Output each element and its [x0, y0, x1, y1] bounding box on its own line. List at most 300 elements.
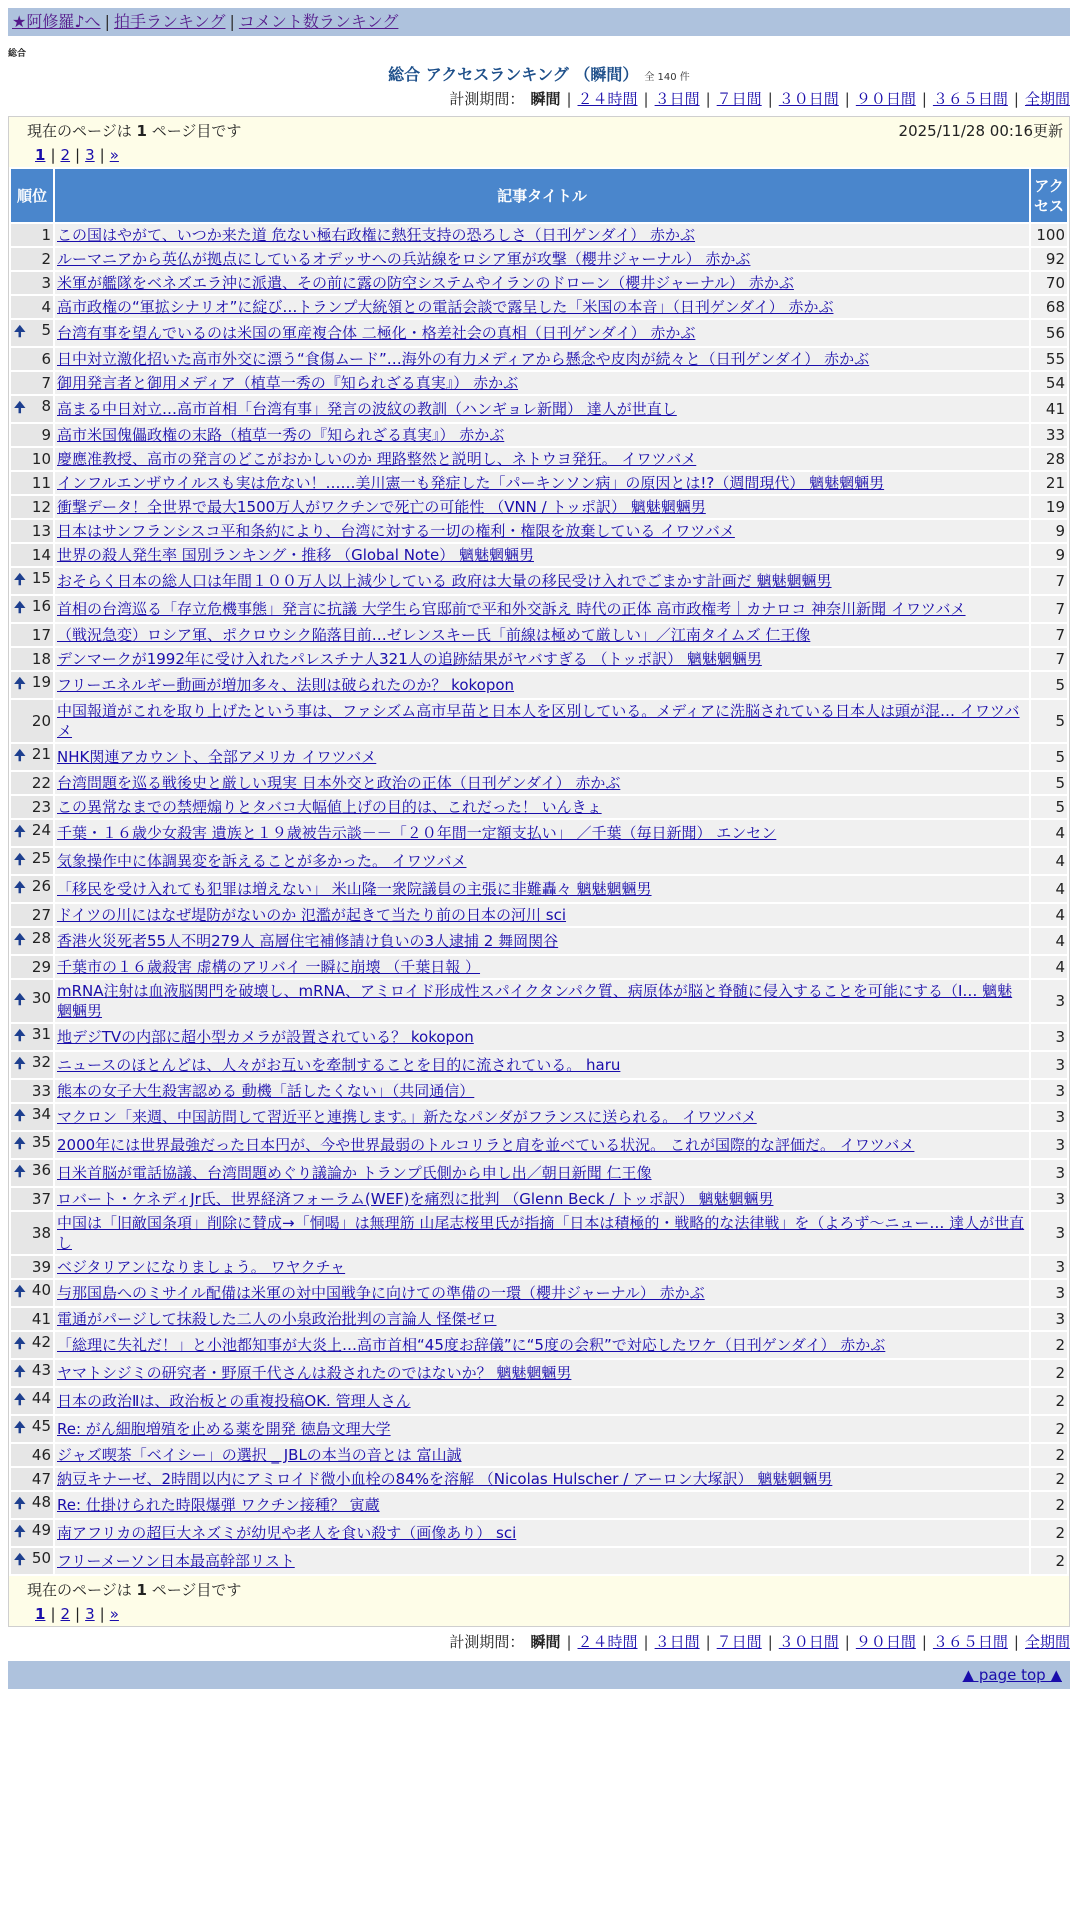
up-arrow-icon: 🠉 [14, 1284, 26, 1300]
article-link[interactable]: 慶應准教授、高市の発言のどこがおかしいのか 理路整然と説明し、ネトウヨ発狂。 イワツバメ [57, 450, 697, 468]
header-title: 記事タイトル [55, 169, 1029, 222]
rank-number: 1 [41, 226, 51, 244]
rank-number: 17 [31, 626, 51, 644]
count-cell: 54 [1031, 372, 1067, 394]
rank-cell [11, 700, 53, 742]
page-link[interactable]: 1 [35, 146, 46, 164]
rank-cell [11, 448, 53, 470]
article-link[interactable]: 「総理に失礼だ！」と小池都知事が大炎上…高市首相“45度お辞儀”に“5度の会釈”で対応したワケ（日刊ゲンダイ） 赤かぶ [57, 1336, 886, 1354]
table-row [11, 772, 1067, 794]
count-cell: 100 [1031, 224, 1067, 246]
rank-number: 14 [31, 546, 51, 564]
table-row [11, 648, 1067, 670]
article-link[interactable]: 高市米国傀儡政権の末路（植草一秀の『知られざる真実』） 赤かぶ [57, 426, 505, 444]
rank-number: 47 [31, 1470, 51, 1488]
period-link[interactable]: ３日間 [654, 90, 700, 108]
title-cell [55, 796, 1029, 818]
rank-cell [11, 1332, 53, 1358]
period-link[interactable]: ７日間 [716, 1633, 762, 1651]
rank-number: 3 [41, 274, 51, 292]
count-cell: 3 [1031, 980, 1067, 1022]
count-cell: 2 [1031, 1416, 1067, 1442]
title-cell [55, 272, 1029, 294]
table-row [11, 348, 1067, 370]
count-cell: 4 [1031, 876, 1067, 902]
title-cell [55, 672, 1029, 698]
table-row [11, 296, 1067, 318]
up-arrow-icon: 🠉 [14, 852, 26, 868]
article-link[interactable]: マクロン「来週、中国訪問して習近平と連携します。」新たなパンダがフランスに送られる。 イワツバメ [57, 1108, 757, 1126]
rank-cell [11, 296, 53, 318]
rank-cell [11, 1492, 53, 1518]
title-cell [55, 1188, 1029, 1210]
rank-cell [11, 928, 53, 954]
rank-cell [11, 1548, 53, 1574]
article-link[interactable]: 衝撃データ！全世界で最大1500万人がワクチンで死亡の可能性 （VNN / トッポ訳） 魑魅魍魎男 [57, 498, 706, 516]
rank-number: 25 [31, 849, 51, 867]
page-separator: | [75, 1605, 81, 1623]
rank-cell [11, 520, 53, 542]
title-cell [55, 1332, 1029, 1358]
count-cell: 7 [1031, 596, 1067, 622]
count-cell: 4 [1031, 928, 1067, 954]
rank-cell [11, 744, 53, 770]
rank-number: 39 [31, 1258, 51, 1276]
title-cell [55, 624, 1029, 646]
page-link[interactable]: 2 [60, 1605, 71, 1623]
page-link[interactable]: 2 [60, 146, 71, 164]
article-link[interactable]: 御用発言者と御用メディア（植草一秀の『知られざる真実』） 赤かぶ [57, 374, 519, 392]
rank-number: 32 [31, 1053, 51, 1071]
table-row [11, 520, 1067, 542]
period-link[interactable]: ２４時間 [577, 1633, 638, 1651]
rank-cell [11, 372, 53, 394]
article-link[interactable]: 高市政権の“軍拡シナリオ”に綻び…トランプ大統領との電話会談で露呈した「米国の本音」（日刊ゲンダイ） 赤かぶ [57, 298, 834, 316]
period-separator: | [643, 90, 649, 108]
count-cell: 7 [1031, 568, 1067, 594]
article-link[interactable]: 日米首脳が電話協議、台湾問題めぐり議論か トランプ氏側から申し出／朝日新聞 仁王像 [57, 1164, 652, 1182]
rank-cell [11, 1280, 53, 1306]
count-cell: 3 [1031, 1052, 1067, 1078]
up-arrow-icon: 🠉 [14, 400, 26, 416]
article-link[interactable]: 「移民を受け入れても犯罪は増えない」 米山隆一衆院議員の主張に非難轟々 魑魅魍魎男 [57, 880, 652, 898]
rank-number: 10 [31, 450, 51, 468]
count-cell: 2 [1031, 1468, 1067, 1490]
up-arrow-icon: 🠉 [14, 1056, 26, 1072]
article-link[interactable]: Re: がん細胞増殖を止める薬を開発 徳島文理大学 [57, 1420, 391, 1438]
table-row [11, 224, 1067, 246]
article-link[interactable]: 地デジTVの内部に超小型カメラが設置されている？ kokopon [57, 1028, 474, 1046]
rank-number: 23 [31, 798, 51, 816]
table-row [11, 1052, 1067, 1078]
count-cell: 2 [1031, 1332, 1067, 1358]
article-link[interactable]: 熊本の女子大生殺害認める 動機「話したくない」（共同通信） [57, 1082, 475, 1100]
footer-bar [8, 1661, 1070, 1689]
article-link[interactable]: フリーメーソン日本最高幹部リスト [57, 1552, 295, 1570]
total-count: 全 140 件 [644, 72, 690, 83]
rank-cell [11, 1160, 53, 1186]
table-row [11, 496, 1067, 518]
table-row [11, 820, 1067, 846]
page-links [27, 1602, 1063, 1626]
rank-cell [11, 796, 53, 818]
rank-cell [11, 1024, 53, 1050]
article-link[interactable]: ロバート・ケネディJr氏、世界経済フォーラム(WEF)を痛烈に批判 （Glenn Beck / トッポ訳） 魑魅魍魎男 [57, 1190, 774, 1208]
rank-cell [11, 272, 53, 294]
count-cell: 2 [1031, 1444, 1067, 1466]
table-row [11, 1280, 1067, 1306]
home-link[interactable]: ★阿修羅♪へ [12, 12, 101, 31]
title-cell [55, 1160, 1029, 1186]
article-link[interactable]: ルーマニアから英仏が拠点にしているオデッサへの兵站線をロシア軍が攻撃（櫻井ジャーナル） 赤かぶ [57, 250, 751, 268]
article-link[interactable]: 納豆キナーゼ、2時間以内にアミロイド微小血栓の84%を溶解 （Nicolas Hulscher / アーロン大塚訳） 魑魅魍魎男 [57, 1470, 833, 1488]
article-link[interactable]: 香港火災死者55人不明279人 高層住宅補修請け負いの3人逮捕 2 舞岡関谷 [57, 932, 559, 950]
table-row [11, 1256, 1067, 1278]
rank-number: 33 [31, 1082, 51, 1100]
count-cell: 19 [1031, 496, 1067, 518]
table-row [11, 876, 1067, 902]
rank-number: 26 [31, 877, 51, 895]
table-row [11, 372, 1067, 394]
table-row [11, 904, 1067, 926]
table-row [11, 424, 1067, 446]
up-arrow-icon: 🠉 [14, 1420, 26, 1436]
next-page-link[interactable]: » [109, 146, 119, 164]
article-link[interactable]: 中国は「旧敵国条項」削除に賛成→「恫喝」は無理筋 山尾志桜里氏が指摘「日本は積極的・戦略的な法律戦」を（よろず～ニュー… 達人が世直し [57, 1214, 1025, 1252]
article-link[interactable]: ベジタリアンになりましょう。 ワヤクチャ [57, 1258, 346, 1276]
article-link[interactable]: インフルエンザウイルスも実は危ない！……美川憲一も発症した「パーキンソン病」の原因とは!?（週間現代） 魑魅魍魎男 [57, 474, 885, 492]
article-link[interactable]: NHK関連アカウント、全部アメリカ イワツバメ [57, 748, 377, 766]
count-cell: 9 [1031, 520, 1067, 542]
title-cell [55, 1052, 1029, 1078]
title-cell [55, 520, 1029, 542]
pager-top [9, 117, 1069, 167]
page-title [0, 64, 1078, 86]
article-link[interactable]: 首相の台湾巡る「存立危機事態」発言に抗議 大学生ら官邸前で平和外交訴え 時代の正体 高市政権考｜カナロコ 神奈川新聞 イワツバメ [57, 600, 966, 618]
rank-cell [11, 904, 53, 926]
period-separator: | [921, 90, 927, 108]
page-separator: | [75, 146, 81, 164]
table-row [11, 928, 1067, 954]
page-link[interactable]: 3 [85, 146, 95, 164]
rank-number: 7 [41, 374, 51, 392]
period-separator: | [921, 1633, 927, 1651]
table-row [11, 956, 1067, 978]
title-cell [55, 1280, 1029, 1306]
table-row [11, 1548, 1067, 1574]
period-link[interactable]: 全期間 [1024, 1633, 1070, 1651]
table-row [11, 1444, 1067, 1466]
rank-number: 12 [31, 498, 51, 516]
count-cell: 5 [1031, 700, 1067, 742]
rank-cell [11, 980, 53, 1022]
article-link[interactable]: 千葉・１６歳少女殺害 遺族と１９歳被告示談－－「２０年間一定額支払い」 ／千葉（毎日新聞） エンセン [57, 824, 777, 842]
period-label: 計測期間： [449, 1633, 525, 1651]
rank-cell [11, 248, 53, 270]
table-row [11, 1024, 1067, 1050]
table-row [11, 1388, 1067, 1414]
rank-cell [11, 820, 53, 846]
period-link[interactable]: ７日間 [716, 90, 762, 108]
table-row [11, 672, 1067, 698]
article-link[interactable]: ニュースのほとんどは、人々がお互いを牽制することを目的に流されている。 haru [57, 1056, 621, 1074]
table-row [11, 596, 1067, 622]
period-separator: | [566, 1633, 572, 1651]
rank-number: 43 [31, 1361, 51, 1379]
title-cell [55, 424, 1029, 446]
rank-number: 15 [31, 569, 51, 587]
rank-number: 34 [31, 1105, 51, 1123]
page-links [27, 143, 1063, 167]
count-cell: 3 [1031, 1256, 1067, 1278]
rank-cell [11, 224, 53, 246]
title-cell [55, 1308, 1029, 1330]
rank-number: 18 [31, 650, 51, 668]
period-link[interactable]: ３日間 [654, 1633, 700, 1651]
rank-cell [11, 320, 53, 346]
rank-number: 35 [31, 1133, 51, 1151]
page-top-link[interactable]: ▲ page top ▲ [962, 1666, 1062, 1684]
count-cell: 3 [1031, 1024, 1067, 1050]
up-arrow-icon: 🠉 [14, 676, 26, 692]
rank-number: 48 [31, 1493, 51, 1511]
article-link[interactable]: 2000年には世界最強だった日本円が、今や世界最弱のトルコリラと肩を並べている状況。 これが国際的な評価だ。 イワツバメ [57, 1136, 915, 1154]
table-row [11, 248, 1067, 270]
rank-number: 28 [31, 929, 51, 947]
article-link[interactable]: 台湾有事を望んでいるのは米国の軍産複合体 二極化・格差社会の真相（日刊ゲンダイ） 赤かぶ [57, 324, 696, 342]
clap-ranking-link[interactable]: 拍手ランキング [113, 12, 226, 31]
table-row [11, 1104, 1067, 1130]
title-cell [55, 496, 1029, 518]
period-separator: | [844, 1633, 850, 1651]
up-arrow-icon: 🠉 [14, 932, 26, 948]
rank-number: 29 [31, 958, 51, 976]
rank-cell [11, 624, 53, 646]
page-link[interactable]: 3 [85, 1605, 95, 1623]
title-cell [55, 372, 1029, 394]
rank-number: 46 [31, 1446, 51, 1464]
article-link[interactable]: mRNA注射は血液脳関門を破壊し、mRNA、アミロイド形成性スパイクタンパク質、病原体が脳と脊髄に侵入することを可能にする（I… 魑魅魍魎男 [57, 982, 1013, 1020]
up-arrow-icon: 🠉 [14, 572, 26, 588]
title-cell [55, 296, 1029, 318]
ranking-title: 総合 アクセスランキング （瞬間） [388, 65, 639, 84]
article-link[interactable]: この異常なまでの禁煙煽りとタバコ大幅値上げの目的は、これだった！ いんきょ [57, 798, 602, 816]
period-link[interactable]: ３０日間 [778, 90, 839, 108]
rank-number: 37 [31, 1190, 51, 1208]
table-row [11, 544, 1067, 566]
period-link[interactable]: ２４時間 [577, 90, 638, 108]
up-arrow-icon: 🠉 [14, 992, 26, 1008]
table-row [11, 1132, 1067, 1158]
article-link[interactable]: おそらく日本の総人口は年間１００万人以上減少している 政府は大量の移民受け入れでごまかす計画だ 魑魅魍魎男 [57, 572, 832, 590]
article-link[interactable]: 高まる中日対立…高市首相「台湾有事」発言の波紋の教訓（ハンギョレ新聞） 達人が世直し [57, 400, 677, 418]
article-link[interactable]: ヤマトシジミの研究者・野原千代さんは殺されたのではないか？ 魑魅魍魎男 [57, 1364, 572, 1382]
article-link[interactable]: 電通がパージして抹殺した二人の小泉政治批判の言論人 怪傑ゼロ [57, 1310, 497, 1328]
up-arrow-icon: 🠉 [14, 1552, 26, 1568]
table-row [11, 1332, 1067, 1358]
rank-cell [11, 1212, 53, 1254]
period-current: 瞬間 [530, 1633, 561, 1651]
title-cell [55, 1080, 1029, 1102]
count-cell: 2 [1031, 1360, 1067, 1386]
period-separator: | [566, 90, 572, 108]
period-label: 計測期間： [449, 90, 525, 108]
article-link[interactable]: （戦況急変）ロシア軍、ポクロウシク陥落目前…ゼレンスキー氏「前線は極めて厳しい」／江南タイムズ 仁王像 [57, 626, 811, 644]
article-link[interactable]: 日中対立激化招いた高市外交に漂う“食傷ムード”…海外の有力メディアから懸念や皮肉が続々と（日刊ゲンダイ） 赤かぶ [57, 350, 870, 368]
article-link[interactable]: 気象操作中に体調異変を訴えることが多かった。 イワツバメ [57, 852, 467, 870]
title-cell [55, 348, 1029, 370]
rank-number: 9 [41, 426, 51, 444]
count-cell: 3 [1031, 1188, 1067, 1210]
rank-number: 22 [31, 774, 51, 792]
comment-ranking-link[interactable]: コメント数ランキング [238, 12, 399, 31]
rank-number: 11 [31, 474, 51, 492]
rank-number: 27 [31, 906, 51, 924]
count-cell: 68 [1031, 296, 1067, 318]
rank-number: 41 [31, 1310, 51, 1328]
title-cell [55, 1388, 1029, 1414]
article-link[interactable]: 千葉市の１６歳殺害 虚構のアリバイ 一瞬に崩壊 （千葉日報 ） [57, 958, 481, 976]
up-arrow-icon: 🠉 [14, 1336, 26, 1352]
page-status: 現在のページは 1 ページ目です [27, 122, 242, 140]
rank-cell [11, 396, 53, 422]
title-cell [55, 1104, 1029, 1130]
title-cell [55, 396, 1029, 422]
title-cell [55, 1520, 1029, 1546]
rank-number: 49 [31, 1521, 51, 1539]
table-row [11, 624, 1067, 646]
rank-cell [11, 424, 53, 446]
table-row [11, 1212, 1067, 1254]
rank-cell [11, 544, 53, 566]
up-arrow-icon: 🠉 [14, 748, 26, 764]
count-cell: 33 [1031, 424, 1067, 446]
page-link[interactable]: 1 [35, 1605, 46, 1623]
rank-cell [11, 772, 53, 794]
title-cell [55, 1468, 1029, 1490]
title-cell [55, 928, 1029, 954]
rank-number: 19 [31, 673, 51, 691]
rank-cell [11, 848, 53, 874]
title-cell [55, 472, 1029, 494]
rank-cell [11, 1360, 53, 1386]
rank-number: 8 [41, 397, 51, 415]
article-link[interactable]: ドイツの川にはなぜ堤防がないのか 氾濫が起きて当たり前の日本の河川 sci [57, 906, 567, 924]
title-cell [55, 320, 1029, 346]
article-link[interactable]: 米軍が艦隊をベネズエラ沖に派遣、その前に露の防空システムやイランのドローン（櫻井ジャーナル） 赤かぶ [57, 274, 794, 292]
header-rank: 順位 [11, 169, 53, 222]
count-cell: 5 [1031, 772, 1067, 794]
table-row [11, 1360, 1067, 1386]
article-link[interactable]: 与那国島へのミサイル配備は米軍の対中国戦争に向けての準備の一環（櫻井ジャーナル） 赤かぶ [57, 1284, 705, 1302]
rank-cell [11, 596, 53, 622]
rank-cell [11, 1468, 53, 1490]
article-link[interactable]: この国はやがて、いつか来た道 危ない極右政権に熱狂支持の恐ろしさ（日刊ゲンダイ） 赤かぶ [57, 226, 696, 244]
period-separator: | [1013, 1633, 1019, 1651]
article-link[interactable]: ジャズ喫茶「ベイシー」の選択 _ JBLの本当の音とは 富山誠 [57, 1446, 462, 1464]
up-arrow-icon: 🠉 [14, 1108, 26, 1124]
rank-number: 20 [31, 712, 51, 730]
rank-cell [11, 568, 53, 594]
table-row [11, 1160, 1067, 1186]
article-link[interactable]: 台湾問題を巡る戦後史と厳しい現実 日本外交と政治の正体（日刊ゲンダイ） 赤かぶ [57, 774, 621, 792]
title-cell [55, 1548, 1029, 1574]
ranking-rows [11, 224, 1067, 1574]
up-arrow-icon: 🠉 [14, 824, 26, 840]
title-cell [55, 648, 1029, 670]
article-link[interactable]: 世界の殺人発生率 国別ランキング・推移 （Global Note） 魑魅魍魎男 [57, 546, 534, 564]
rank-cell [11, 1388, 53, 1414]
table-row [11, 1188, 1067, 1210]
article-link[interactable]: 南アフリカの超巨大ネズミが幼児や老人を食い殺す（画像あり） sci [57, 1524, 517, 1542]
period-link[interactable]: ９０日間 [855, 90, 916, 108]
period-link[interactable]: ３６５日間 [932, 90, 1008, 108]
table-row [11, 700, 1067, 742]
count-cell: 3 [1031, 1308, 1067, 1330]
up-arrow-icon: 🠉 [14, 1524, 26, 1540]
count-cell: 3 [1031, 1104, 1067, 1130]
article-link[interactable]: フリーエネルギー動画が増加多々、法則は破られたのか？ kokopon [57, 676, 515, 694]
rank-cell [11, 672, 53, 698]
article-link[interactable]: 日本の政治Ⅱは、政治板との重複投稿OK. 管理人さん [57, 1392, 411, 1410]
table-row [11, 272, 1067, 294]
count-cell: 7 [1031, 648, 1067, 670]
period-separator: | [705, 90, 711, 108]
period-link[interactable]: ９０日間 [855, 1633, 916, 1651]
table-row [11, 744, 1067, 770]
period-separator: | [844, 90, 850, 108]
period-selector-bottom [0, 1631, 1078, 1653]
table-row [11, 796, 1067, 818]
ranking-box [8, 116, 1070, 1627]
title-cell [55, 1360, 1029, 1386]
table-row [11, 980, 1067, 1022]
rank-cell [11, 496, 53, 518]
header-count: アクセス [1031, 169, 1067, 222]
up-arrow-icon: 🠉 [14, 1136, 26, 1152]
count-cell: 55 [1031, 348, 1067, 370]
pager-bottom [9, 1576, 1069, 1626]
up-arrow-icon: 🠉 [14, 1392, 26, 1408]
title-cell [55, 700, 1029, 742]
title-cell [55, 448, 1029, 470]
period-separator: | [643, 1633, 649, 1651]
rank-cell [11, 1104, 53, 1130]
rank-number: 24 [31, 821, 51, 839]
up-arrow-icon: 🠉 [14, 880, 26, 896]
next-page-link[interactable]: » [109, 1605, 119, 1623]
period-separator: | [767, 90, 773, 108]
table-row [11, 848, 1067, 874]
updated-timestamp: 2025/11/28 00:16更新 [898, 122, 1063, 140]
nav-separator: | [104, 12, 110, 31]
up-arrow-icon: 🠉 [14, 1364, 26, 1380]
count-cell: 2 [1031, 1520, 1067, 1546]
article-link[interactable]: Re: 仕掛けられた時限爆弾 ワクチン接種？ 寅蔵 [57, 1496, 380, 1514]
period-link[interactable]: 全期間 [1024, 90, 1070, 108]
count-cell: 5 [1031, 744, 1067, 770]
article-link[interactable]: 日本はサンフランシスコ平和条約により、台湾に対する一切の権利・権限を放棄している イワツバメ [57, 522, 735, 540]
up-arrow-icon: 🠉 [14, 600, 26, 616]
article-link[interactable]: デンマークが1992年に受け入れたパレスチナ人321人の追跡結果がヤバすぎる （トッポ訳） 魑魅魍魎男 [57, 650, 762, 668]
period-link[interactable]: ３６５日間 [932, 1633, 1008, 1651]
page-separator: | [50, 146, 56, 164]
count-cell: 7 [1031, 624, 1067, 646]
period-link[interactable]: ３０日間 [778, 1633, 839, 1651]
top-nav-bar [8, 8, 1070, 36]
title-cell [55, 1444, 1029, 1466]
article-link[interactable]: 中国報道がこれを取り上げたという事は、ファシズム高市早苗と日本人を区別している。メディアに洗脳されている日本人は頭が混… イワツバメ [57, 702, 1020, 740]
